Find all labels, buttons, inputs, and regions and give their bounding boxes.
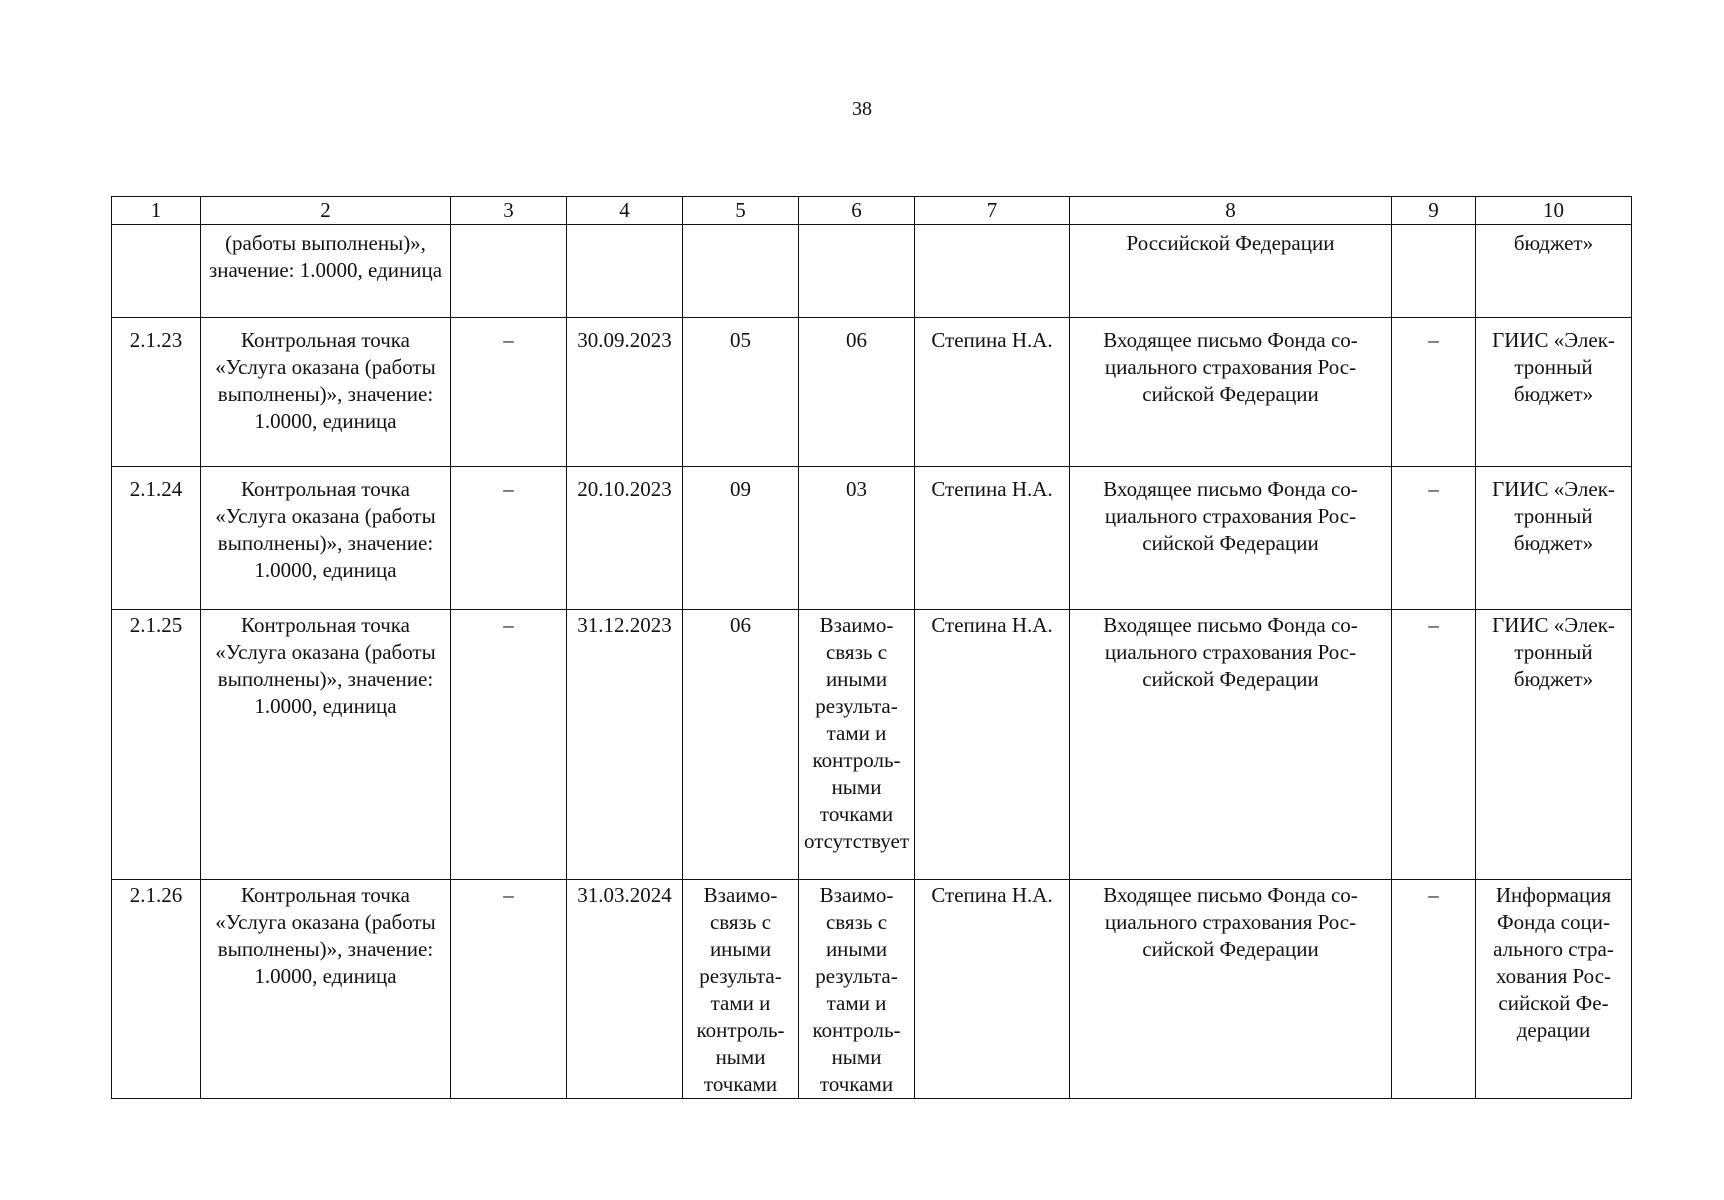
column-number: 4	[567, 197, 683, 225]
level-cell: –	[1392, 610, 1476, 880]
end-date-cell	[567, 225, 683, 318]
successor-cell	[799, 225, 915, 318]
successor-cell: Взаимосвязь с иными результатами и контрольными точками отсутствует	[799, 610, 915, 880]
column-number-row	[112, 197, 1632, 225]
column-number: 6	[799, 197, 915, 225]
event-name-cell: Контрольная точка «Услуга оказана (работы выполнены)», значение: 1.0000, единица	[201, 880, 451, 1099]
end-date-cell: 31.03.2024	[567, 880, 683, 1099]
row-number-cell: 2.1.26	[112, 880, 201, 1099]
end-date-cell: 30.09.2023	[567, 318, 683, 467]
document-type-cell: Российской Федерации	[1070, 225, 1392, 318]
info-system-cell: Информация Фонда социального страхования Российской Федерации	[1476, 880, 1632, 1099]
info-system-cell: ГИИС «Электронный бюджет»	[1476, 318, 1632, 467]
predecessor-cell	[683, 225, 799, 318]
document-type-cell: Входящее письмо Фонда социального страхования Российской Федерации	[1070, 880, 1392, 1099]
table-row	[112, 610, 1632, 880]
event-name-cell: Контрольная точка «Услуга оказана (работы выполнены)», значение: 1.0000, единица	[201, 318, 451, 467]
start-date-cell: –	[451, 467, 567, 610]
predecessor-cell: Взаимосвязь с иными результатами и контрольными точками	[683, 880, 799, 1099]
start-date-cell: –	[451, 318, 567, 467]
column-number: 9	[1392, 197, 1476, 225]
column-number: 2	[201, 197, 451, 225]
document-type-cell: Входящее письмо Фонда социального страхования Российской Федерации	[1070, 467, 1392, 610]
table-row	[112, 467, 1632, 610]
level-cell	[1392, 225, 1476, 318]
column-number: 5	[683, 197, 799, 225]
successor-cell: 06	[799, 318, 915, 467]
responsible-cell	[915, 225, 1070, 318]
plan-table	[111, 196, 1632, 1099]
info-system-cell: бюджет»	[1476, 225, 1632, 318]
column-number: 1	[112, 197, 201, 225]
column-number: 3	[451, 197, 567, 225]
start-date-cell: –	[451, 610, 567, 880]
predecessor-cell: 06	[683, 610, 799, 880]
start-date-cell: –	[451, 880, 567, 1099]
column-number: 10	[1476, 197, 1632, 225]
responsible-cell: Степина Н.А.	[915, 318, 1070, 467]
row-number-cell	[112, 225, 201, 318]
responsible-cell: Степина Н.А.	[915, 610, 1070, 880]
table-row	[112, 318, 1632, 467]
responsible-cell: Степина Н.А.	[915, 467, 1070, 610]
column-number: 8	[1070, 197, 1392, 225]
document-type-cell: Входящее письмо Фонда социального страхования Российской Федерации	[1070, 610, 1392, 880]
successor-cell: Взаимосвязь с иными результатами и контрольными точками	[799, 880, 915, 1099]
predecessor-cell: 09	[683, 467, 799, 610]
successor-cell: 03	[799, 467, 915, 610]
row-number-cell: 2.1.23	[112, 318, 201, 467]
row-number-cell: 2.1.24	[112, 467, 201, 610]
level-cell: –	[1392, 318, 1476, 467]
end-date-cell: 31.12.2023	[567, 610, 683, 880]
end-date-cell: 20.10.2023	[567, 467, 683, 610]
table-row	[112, 880, 1632, 1099]
event-name-cell: Контрольная точка «Услуга оказана (работы выполнены)», значение: 1.0000, единица	[201, 610, 451, 880]
info-system-cell: ГИИС «Электронный бюджет»	[1476, 610, 1632, 880]
table-row	[112, 225, 1632, 318]
event-name-cell: Контрольная точка «Услуга оказана (работы выполнены)», значение: 1.0000, единица	[201, 467, 451, 610]
page-number: 38	[852, 98, 872, 120]
column-number: 7	[915, 197, 1070, 225]
start-date-cell	[451, 225, 567, 318]
document-type-cell: Входящее письмо Фонда социального страхования Российской Федерации	[1070, 318, 1392, 467]
info-system-cell: ГИИС «Электронный бюджет»	[1476, 467, 1632, 610]
event-name-cell: (работы выполнены)», значение: 1.0000, единица	[201, 225, 451, 318]
responsible-cell: Степина Н.А.	[915, 880, 1070, 1099]
row-number-cell: 2.1.25	[112, 610, 201, 880]
level-cell: –	[1392, 880, 1476, 1099]
level-cell: –	[1392, 467, 1476, 610]
predecessor-cell: 05	[683, 318, 799, 467]
